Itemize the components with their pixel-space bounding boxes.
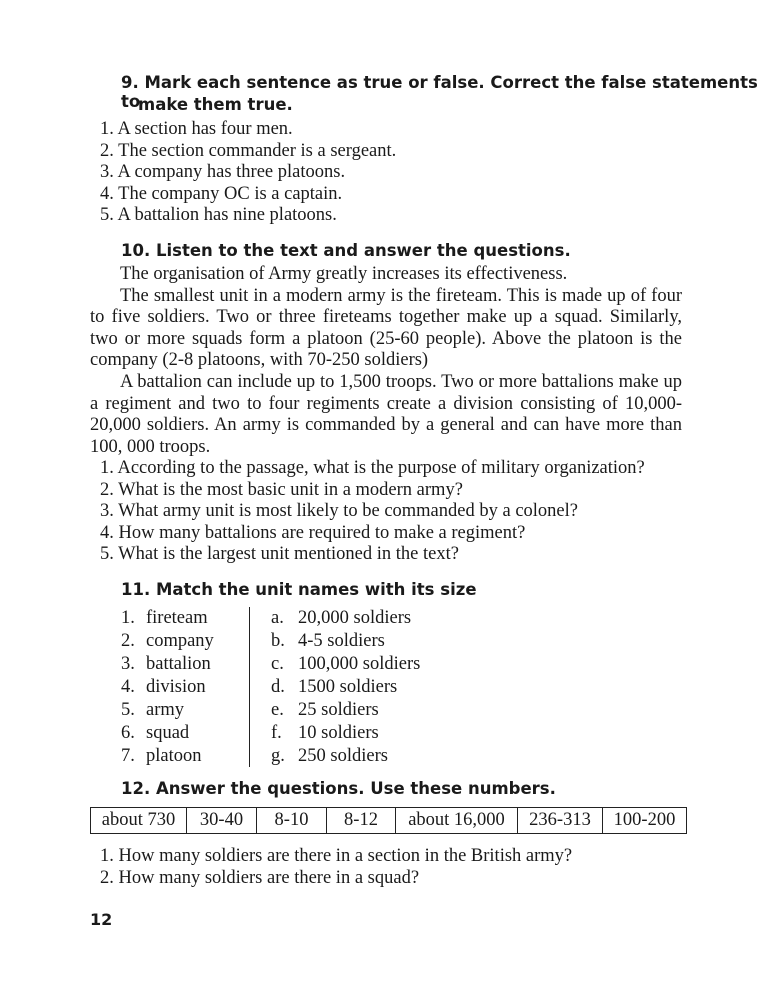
number-cell: about 730 — [91, 808, 187, 834]
list-item: 4. The company OC is a captain. — [100, 184, 343, 204]
size-letter: a. — [271, 608, 284, 628]
number-cell: 30-40 — [187, 808, 257, 834]
unit-number: 6. — [121, 723, 135, 743]
paragraph: The organisation of Army greatly increases its effectiveness. — [120, 264, 568, 284]
list-item: 2. How many soldiers are there in a squad? — [100, 868, 420, 888]
unit-number: 3. — [121, 654, 135, 674]
ex10-text — [90, 264, 682, 458]
unit-number: 2. — [121, 631, 135, 651]
unit-name: battalion — [146, 654, 211, 674]
list-item: 2. What is the most basic unit in a modern army? — [100, 480, 463, 500]
size-value: 4-5 soldiers — [298, 631, 385, 651]
paragraph: The smallest unit in a modern army is the fireteam. This is made up of four to five soldiers. Two or three fireteams together make up a squad. Similarly, two or more squads form a platoon (25-60 people). Above the platoon is the company (2-8 platoons, with 70-250 soldiers) — [90, 285, 682, 371]
unit-name: company — [146, 631, 214, 651]
column-divider — [249, 607, 250, 767]
size-letter: f. — [271, 723, 282, 743]
ex12-heading: 12. Answer the questions. Use these numbers. — [121, 779, 556, 798]
list-item: 5. A battalion has nine platoons. — [100, 205, 337, 225]
size-value: 100,000 soldiers — [298, 654, 421, 674]
ex10-heading: 10. Listen to the text and answer the questions. — [121, 241, 571, 260]
unit-name: army — [146, 700, 185, 720]
list-item: 1. According to the passage, what is the purpose of military organization? — [100, 458, 645, 478]
size-value: 1500 soldiers — [298, 677, 398, 697]
size-letter: c. — [271, 654, 284, 674]
list-item: 3. What army unit is most likely to be commanded by a colonel? — [100, 501, 578, 521]
size-letter: e. — [271, 700, 284, 720]
ex11-heading: 11. Match the unit names with its size — [121, 580, 477, 599]
size-value: 20,000 soldiers — [298, 608, 412, 628]
list-item: 4. How many battalions are required to make a regiment? — [100, 523, 526, 543]
unit-name: platoon — [146, 746, 202, 766]
number-cell: 8-12 — [327, 808, 396, 834]
size-value: 25 soldiers — [298, 700, 379, 720]
unit-name: fireteam — [146, 608, 208, 628]
number-cell: 236-313 — [518, 808, 603, 834]
size-letter: d. — [271, 677, 285, 697]
list-item: 2. The section commander is a sergeant. — [100, 141, 397, 161]
size-letter: g. — [271, 746, 285, 766]
size-letter: b. — [271, 631, 285, 651]
unit-name: squad — [146, 723, 190, 743]
number-cell: 8-10 — [257, 808, 327, 834]
ex9-heading-line2: make them true. — [138, 95, 293, 114]
unit-number: 1. — [121, 608, 135, 628]
numbers-table — [90, 807, 687, 834]
table-row — [91, 808, 687, 834]
unit-number: 4. — [121, 677, 135, 697]
unit-number: 5. — [121, 700, 135, 720]
size-value: 10 soldiers — [298, 723, 379, 743]
list-item: 1. How many soldiers are there in a section in the British army? — [100, 846, 573, 866]
number-cell: about 16,000 — [396, 808, 518, 834]
ex9-number: 9. — [121, 73, 139, 92]
list-item: 1. A section has four men. — [100, 119, 293, 139]
list-item: 3. A company has three platoons. — [100, 162, 346, 182]
size-value: 250 soldiers — [298, 746, 388, 766]
unit-name: division — [146, 677, 206, 697]
paragraph: A battalion can include up to 1,500 troops. Two or more battalions make up a regiment and two to four regiments create a division consisting of 10,000-20,000 soldiers. An army is commanded by a general and can have more than 100, 000 troops. — [90, 371, 682, 457]
number-cell: 100-200 — [603, 808, 687, 834]
unit-number: 7. — [121, 746, 135, 766]
ex9-heading-line1: Mark each sentence as true or false. Correct the false statements to — [121, 73, 758, 111]
list-item: 5. What is the largest unit mentioned in the text? — [100, 544, 459, 564]
page-number: 12 — [90, 910, 113, 929]
